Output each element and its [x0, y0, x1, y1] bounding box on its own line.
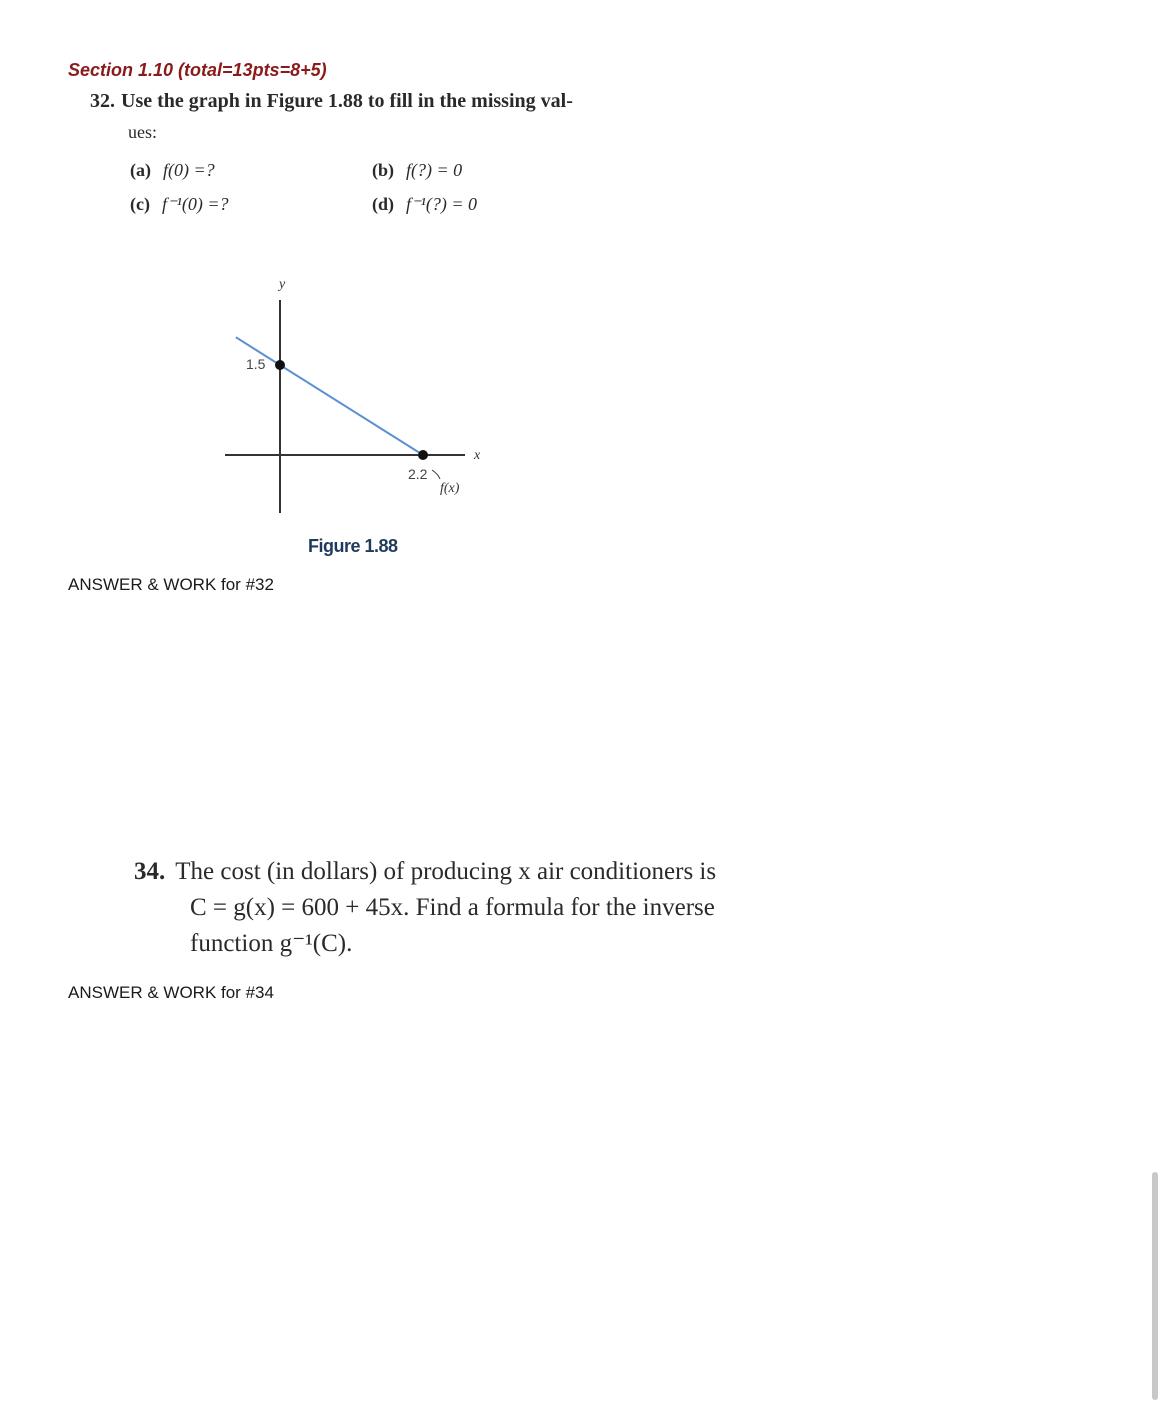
question-34-line2: C = g(x) = 600 + 45x. Find a formula for the inverse: [190, 894, 715, 921]
section-title: Section 1.10 (total=13pts=8+5): [68, 60, 327, 80]
question-number: 32.: [90, 90, 115, 112]
x-intercept-label: 2.2: [408, 466, 428, 482]
function-label: f(x): [440, 481, 460, 496]
part-c: (c) f⁻¹(0) =?: [130, 194, 229, 214]
question-34-line3: function g⁻¹(C).: [190, 930, 353, 957]
figure-1-88-graph: [200, 270, 500, 520]
function-label-pointer: [432, 470, 440, 479]
question-32-line2: ues:: [128, 122, 157, 142]
part-a: (a) f(0) =?: [130, 160, 215, 180]
answer-label-32: ANSWER & WORK for #32: [68, 575, 274, 594]
x-axis-label: x: [474, 448, 481, 463]
y-intercept-label: 1.5: [246, 356, 266, 372]
question-text: Use the graph in Figure 1.88 to fill in the missing val-: [121, 90, 573, 112]
part-b: (b) f(?) = 0: [372, 160, 463, 180]
question-32-line1: [90, 90, 573, 113]
question-34-line1: 34. The cost (in dollars) of producing x air conditioners is: [134, 858, 717, 885]
question-34: [134, 854, 854, 962]
y-intercept-point: [275, 360, 285, 370]
function-line: [236, 337, 423, 455]
figure-caption: Figure 1.88: [308, 536, 398, 556]
x-intercept-point: [418, 450, 428, 460]
answer-label-34: ANSWER & WORK for #34: [68, 983, 274, 1002]
part-d: (d) f⁻¹(?) = 0: [372, 194, 478, 214]
scrollbar[interactable]: [1152, 1172, 1158, 1400]
y-axis-label: y: [279, 277, 286, 292]
